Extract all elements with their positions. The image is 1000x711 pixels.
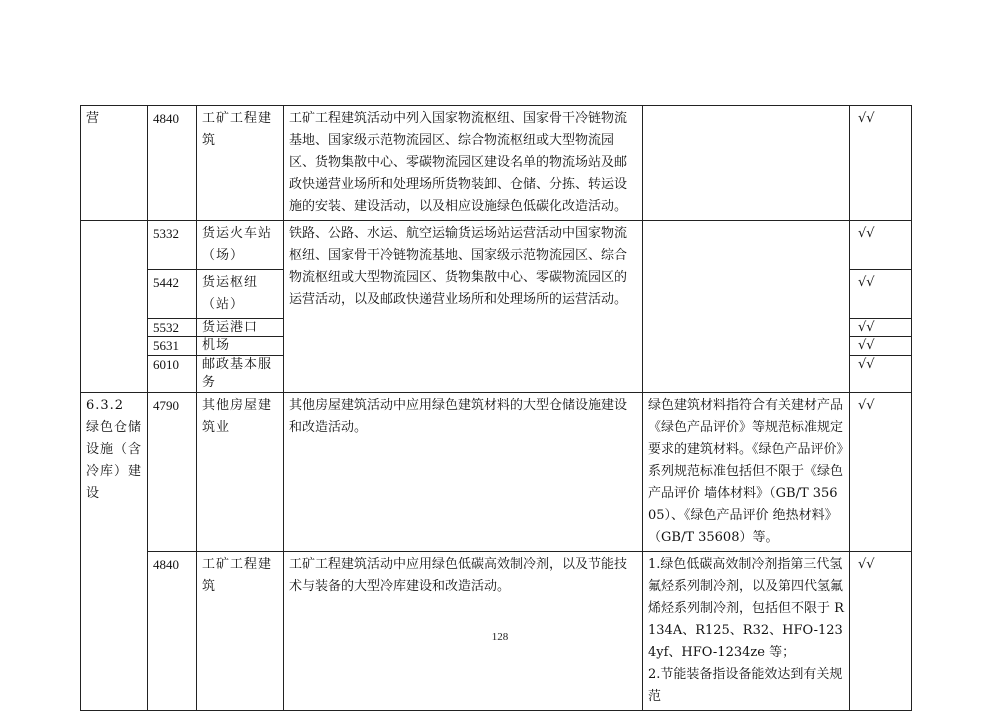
industry-name-cell: 工矿工程建筑 (197, 552, 284, 711)
category-cell: 营 (81, 106, 148, 221)
industry-code-cell: 5332 (148, 221, 197, 270)
check-mark-cell: √√ (850, 221, 912, 270)
check-mark-cell: √√ (850, 319, 912, 337)
check-mark-cell: √√ (850, 337, 912, 356)
industry-name-cell: 邮政基本服务 (197, 356, 284, 393)
industry-name-cell: 货运枢纽（站） (197, 270, 284, 319)
note-line: 1.绿色低碳高效制冷剂指第三代氢氟烃系列制冷剂，以及第四代氢氟烯烃系列制冷剂，包括但不限于 R134A、R125、R32、HFO-1234yf、HFO-1234ze 等； (648, 557, 844, 660)
note-cell (643, 106, 850, 221)
industry-code-cell: 4840 (148, 106, 197, 221)
note-cell: 绿色建筑材料指符合有关建材产品《绿色产品评价》等规范标准规定要求的建筑材料。《绿色产品评价》系列规范标准包括但不限于《绿色产品评价 墙体材料》（GB/T 35605）、《绿色产品评价 绝热材料》（GB/T 35608）等。 (643, 393, 850, 552)
check-mark-cell: √√ (850, 393, 912, 552)
category-cell (81, 221, 148, 393)
catalog-table (80, 105, 912, 711)
check-mark-cell: √√ (850, 106, 912, 221)
industry-code-cell: 6010 (148, 356, 197, 393)
industry-name-cell: 货运港口 (197, 319, 284, 337)
category-cell: 6.3.2 绿色仓储设施（含冷库）建设 (81, 393, 148, 711)
check-mark-cell: √√ (850, 552, 912, 711)
industry-name-cell: 工矿工程建筑 (197, 106, 284, 221)
industry-name-cell: 其他房屋建筑业 (197, 393, 284, 552)
industry-name-cell: 货运火车站（场） (197, 221, 284, 270)
table-row (81, 106, 912, 221)
industry-code-cell: 4840 (148, 552, 197, 711)
description-cell: 铁路、公路、水运、航空运输货运场站运营活动中国家物流枢纽、国家骨干冷链物流基地、国家级示范物流园区、综合物流枢纽或大型物流园区、货物集散中心、零碳物流园区的运营活动，以及邮政快递营业场所和处理场所的运营活动。 (284, 221, 643, 393)
description-cell: 工矿工程建筑活动中应用绿色低碳高效制冷剂，以及节能技术与装备的大型冷库建设和改造活动。 (284, 552, 643, 711)
check-mark-cell: √√ (850, 356, 912, 393)
industry-code-cell: 5532 (148, 319, 197, 337)
industry-code-cell: 5631 (148, 337, 197, 356)
check-mark-cell: √√ (850, 270, 912, 319)
note-line: 2.节能装备指设备能效达到有关规范 (648, 667, 843, 704)
table-row (81, 393, 912, 552)
description-cell: 其他房屋建筑活动中应用绿色建筑材料的大型仓储设施建设和改造活动。 (284, 393, 643, 552)
note-cell (643, 221, 850, 393)
page-number: 128 (491, 631, 509, 643)
industry-code-cell: 4790 (148, 393, 197, 552)
table-row (81, 221, 912, 270)
description-cell: 工矿工程建筑活动中列入国家物流枢纽、国家骨干冷链物流基地、国家级示范物流园区、综合物流枢纽或大型物流园区、货物集散中心、零碳物流园区建设名单的物流场站及邮政快递营业场所和处理场所货物装卸、仓储、分拣、转运设施的安装、建设活动，以及相应设施绿色低碳化改造活动。 (284, 106, 643, 221)
industry-name-cell: 机场 (197, 337, 284, 356)
industry-code-cell: 5442 (148, 270, 197, 319)
